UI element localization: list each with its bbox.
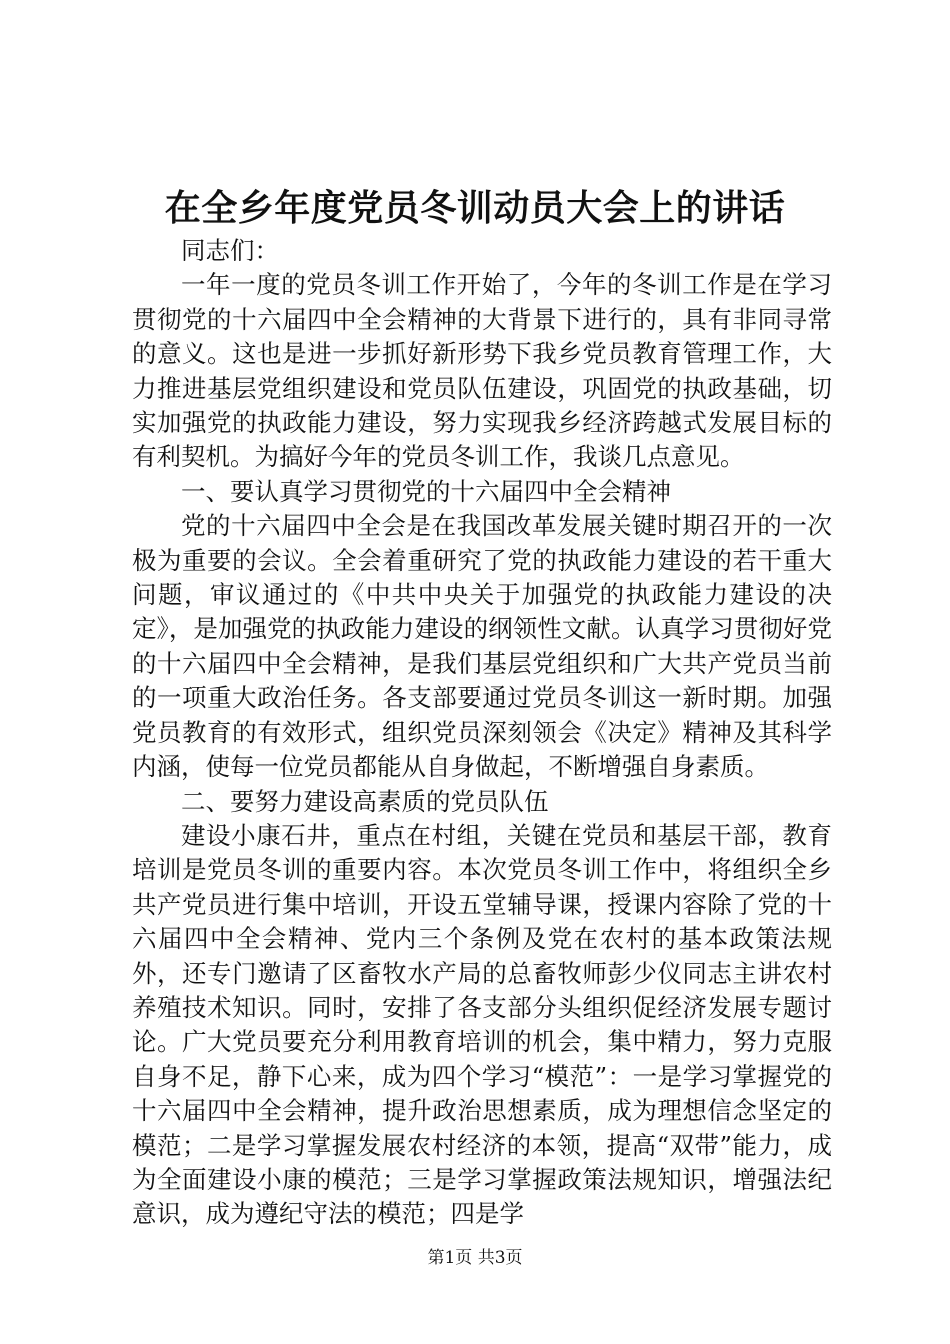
section-2-paragraph: 建设小康石井，重点在村组，关键在党员和基层干部，教育培训是党员冬训的重要内容。本次党员冬训工作中，将组织全乡共产党员进行集中培训，开设五堂辅导课，授课内容除了党的十六届四中全会精神、党内三个条例及党在农村的基本政策法规外，还专门邀请了区畜牧水产局的总畜牧师彭少仪同志主讲农村养殖技术知识。同时，安排了各支部分头组织促经济发展专题讨论。广大党员要充分利用教育培训的机会，集中精力，努力克服自身不足，静下心来，成为四个学习“模范”：一是学习掌握党的十六届四中全会精神，提升政治思想素质，成为理想信念坚定的模范；二是学习掌握发展农村经济的本领，提高“双带”能力，成为全面建设小康的模范；三是学习掌握政策法规知识，增强法纪意识，成为遵纪守法的模范；四是学 [132, 820, 832, 1229]
document-body [132, 234, 832, 1232]
document-title: 在全乡年度党员冬训动员大会上的讲话 [164, 187, 786, 229]
page-footer: 第1页 共3页 [427, 1248, 523, 1268]
salutation-paragraph: 同志们： [181, 236, 279, 265]
intro-paragraph: 一年一度的党员冬训工作开始了，今年的冬训工作是在学习贯彻党的十六届四中全会精神的大背景下进行的，具有非同寻常的意义。这也是进一步抓好新形势下我乡党员教育管理工作，大力推进基层党组织建设和党员队伍建设，巩固党的执政基础，切实加强党的执政能力建设，努力实现我乡经济跨越式发展目标的有利契机。为搞好今年的党员冬训工作，我谈几点意见。 [132, 270, 832, 472]
section-heading-1: 一、要认真学习贯彻党的十六届四中全会精神 [181, 476, 671, 506]
section-heading-2: 二、要努力建设高素质的党员队伍 [181, 786, 549, 816]
section-1-paragraph: 党的十六届四中全会是在我国改革发展关键时期召开的一次极为重要的会议。全会着重研究了党的执政能力建设的若干重大问题，审议通过的《中共中央关于加强党的执政能力建设的决定》，是加强党的执政能力建设的纲领性文献。认真学习贯彻好党的十六届四中全会精神，是我们基层党组织和广大共产党员当前的一项重大政治任务。各支部要通过党员冬训这一新时期。加强党员教育的有效形式，组织党员深刻领会《决定》精神及其科学内涵，使每一位党员都能从自身做起，不断增强自身素质。 [132, 511, 832, 782]
